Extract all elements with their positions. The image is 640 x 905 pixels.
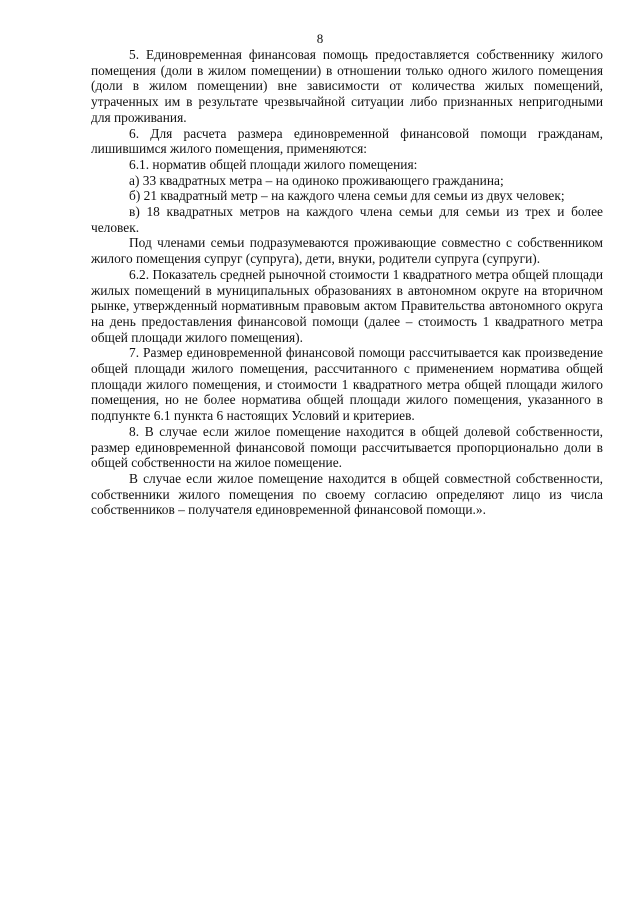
paragraph-item-8: 8. В случае если жилое помещение находится в общей долевой собственности, размер единовременной финансовой помощи рассчитывается пропорционально доли в общей собственности на жилое помещение. [91, 423, 603, 471]
paragraph-subitem-6-1: 6.1. норматив общей площади жилого помещения: [129, 156, 418, 172]
paragraph-subitem-v: в) 18 квадратных метров на каждого члена семьи для семьи из трех и более человек. [91, 204, 603, 235]
paragraph-item-5: 5. Единовременная финансовая помощь предоставляется собственнику жилого помещения (доли в жилом помещении) в отношении только одного жилого помещения (доли в жилом помещении) вне зависимости от количества жилых помещений, утраченных им в результате чрезвычайной ситуации либо признанных непригодными для проживания. [91, 47, 603, 125]
paragraph-subitem-6-2: 6.2. Показатель средней рыночной стоимости 1 квадратного метра общей площади жилых помещений в муниципальных образованиях в автономном округе на вторичном рынке, утвержденный нормативным правовым актом Правительства автономного округа на день предоставления финансовой помощи (далее – стоимость 1 квадратного метра общей площади жилого помещения). [91, 266, 603, 345]
paragraph-joint-ownership: В случае если жилое помещение находится в общей совместной собственности, собственники жилого помещения по своему согласию определяют лицо из числа собственников – получателя единовременной финансовой помощи.». [91, 470, 603, 518]
paragraph-item-7: 7. Размер единовременной финансовой помощи рассчитывается как произведение общей площади жилого помещения, рассчитанного с применением норматива общей площади жилого помещения, и стоимости 1 квадратного метра общей площади жилого помещения, но не более норматива общей площади жилого помещения, указанного в подпункте 6.1 пункта 6 настоящих Условий и критериев. [91, 345, 603, 424]
paragraph-subitem-b: б) 21 квадратный метр – на каждого члена семьи для семьи из двух человек; [129, 188, 565, 204]
paragraph-family-definition: Под членами семьи подразумеваются проживающие совместно с собственником жилого помещения супруг (супруга), дети, внуки, родители супруга (супруги). [91, 235, 603, 267]
paragraph-item-6: 6. Для расчета размера единовременной финансовой помощи гражданам, лишившимся жилого помещения, применяются: [91, 125, 603, 157]
document-body [91, 47, 603, 518]
paragraph-subitem-a: а) 33 квадратных метра – на одиноко проживающего гражданина; [129, 172, 504, 188]
page-number: 8 [316, 31, 324, 46]
